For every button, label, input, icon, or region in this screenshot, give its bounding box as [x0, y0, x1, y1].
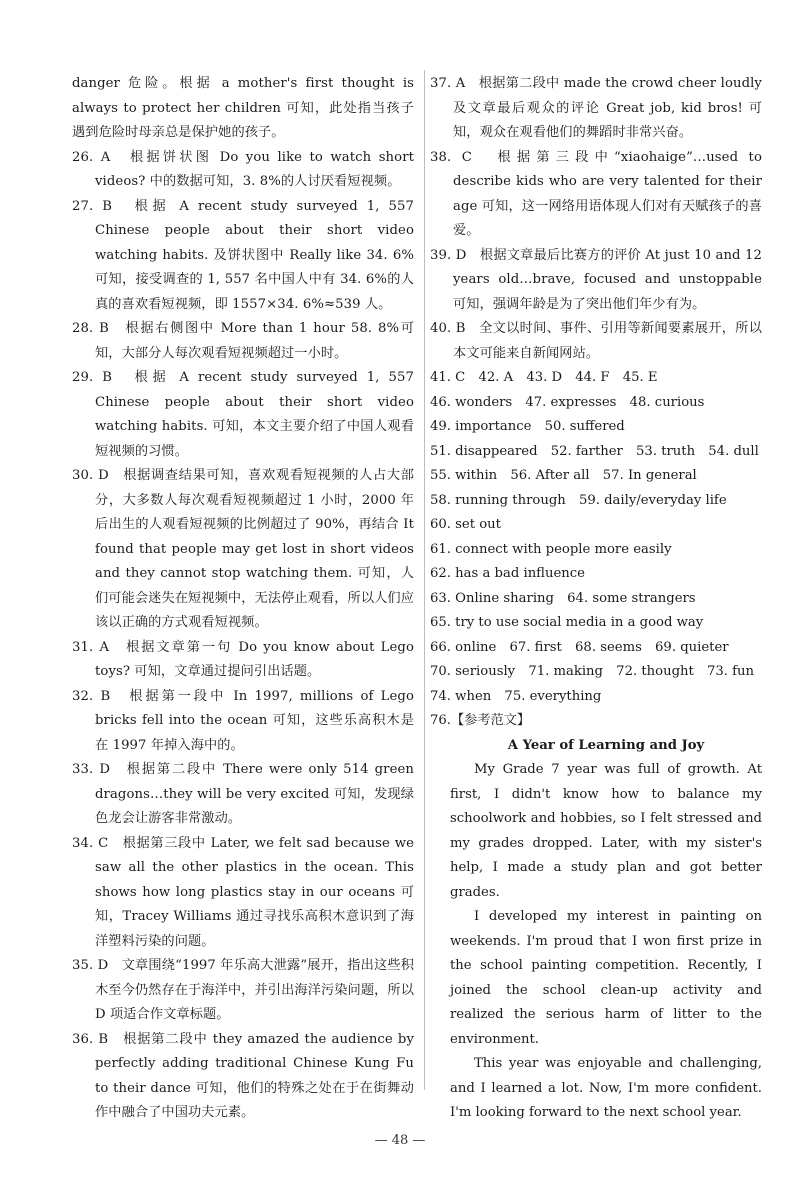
answers-55-57: 55. within 56. After all 57. In general — [430, 468, 697, 483]
answers-66-69: 66. online 67. first 68. seems 69. quieter — [430, 639, 729, 655]
answers-63-64: 63. Online sharing 64. some strangers — [430, 590, 696, 606]
answers-49-50: 49. importance 50. suffered — [430, 419, 625, 434]
answer-65: 65. try to use social media in a good way — [430, 615, 704, 630]
page-number: — 48 — — [374, 1133, 426, 1148]
column-divider — [424, 70, 425, 1090]
answer-40: 40. B 全文以时间、事件、引用等新闻要素展开，所以本文可能来自新闻网站。 — [430, 321, 762, 361]
left-column — [72, 72, 414, 1126]
answer-continuation: danger 危险。根据 a mother's first thought is always to protect her children 可知，此处指当孩子遇到危险时母亲总是保护她的孩子。 — [72, 76, 414, 140]
answer-32: 32. B 根据第一段中 In 1997, millions of Lego bricks fell into the ocean 可知，这些乐高积木是在 1997 年掉入海中的。 — [72, 688, 414, 753]
essay-number: 76. — [430, 713, 451, 728]
essay-paragraph-2: I developed my interest in painting on weekends. I'm proud that I won first prize in the school painting competition. Recently, I joined the school clean-up activity and realized the serious harm of litter to the environment. — [450, 909, 762, 1047]
answers-51-54: 51. disappeared 52. farther 53. truth 54. dull — [430, 443, 759, 459]
answer-60: 60. set out — [430, 517, 501, 532]
answer-38: 38. C 根据第三段中“xiaohaige”…used to describe kids who are very talented for their age 可知，这一网络用语体现人们对有天赋孩子的喜爱。 — [430, 149, 762, 238]
right-column — [430, 72, 762, 1126]
answers-58-59: 58. running through 59. daily/everyday life — [430, 492, 727, 508]
essay-label: 【参考范文】 — [450, 713, 531, 728]
answer-30: 30. D 根据调查结果可知，喜欢观看短视频的人占大部分，大多数人每次观看短视频超过 1 小时，2000 年后出生的人观看短视频的比例超过了 90%，再结合 It found that people may get lost in short videos and they cannot stop watching them. 可知，人们可能会迷失在短视频中，无法停止观看，所以人们应该以正确的方式观看短视频。 — [72, 468, 414, 630]
answers-46-48: 46. wonders 47. expresses 48. curious — [430, 394, 705, 410]
answer-36: 36. B 根据第二段中 they amazed the audience by perfectly adding traditional Chinese Kung Fu to their dance 可知，他们的特殊之处在于在街舞动作中融合了中国功夫元素。 — [72, 1031, 414, 1120]
answers-74-75: 74. when 75. everything — [430, 688, 602, 704]
answer-37: 37. A 根据第二段中 made the crowd cheer loudly 及文章最后观众的评论 Great job, kid bros! 可知，观众在观看他们的舞蹈时非常兴奋。 — [430, 76, 762, 140]
answers-70-73: 70. seriously 71. making 72. thought 73. fun — [430, 664, 755, 679]
answer-33: 33. D 根据第二段中 There were only 514 green dragons…they will be very excited 可知，发现绿色龙会让游客非常激动。 — [72, 762, 414, 826]
answer-29: 29. B 根据 A recent study surveyed 1, 557 Chinese people about their short video watching habits. 可知，本文主要介绍了中国人观看短视频的习惯。 — [72, 370, 414, 459]
answers-41-45: 41. C 42. A 43. D 44. F 45. E — [430, 370, 658, 385]
essay-title: A Year of Learning and Joy — [507, 737, 705, 753]
answer-34: 34. C 根据第三段中 Later, we felt sad because we saw all the other plastics in the ocean. This shows how long plastics stay in our oceans 可知，Tracey Williams 通过寻找乐高积木意识到了海洋塑料污染的问题。 — [72, 835, 414, 949]
answer-62: 62. has a bad influence — [430, 566, 585, 581]
answer-61: 61. connect with people more easily — [430, 541, 672, 557]
essay-heading — [430, 709, 762, 734]
answer-27: 27. B 根据 A recent study surveyed 1, 557 Chinese people about their short video watching habits. 及饼状图中 Really like 34. 6%可知，接受调查的 1, 557 名中国人中有 34. 6%的人真的喜欢看短视频，即 1557×34. 6%≈539 人。 — [72, 198, 414, 312]
essay-paragraph-3: This year was enjoyable and challenging, and I learned a lot. Now, I'm more confident. I'm looking forward to the next school year. — [450, 1056, 762, 1120]
essay-paragraph-1: My Grade 7 year was full of growth. At first, I didn't know how to balance my schoolwork and hobbies, so I felt stressed and my grades dropped. Later, with my sister's help, I made a study plan and got better grades. — [450, 762, 762, 900]
answer-28: 28. B 根据右侧图中 More than 1 hour 58. 8%可知，大部分人每次观看短视频超过一小时。 — [72, 321, 414, 361]
answer-35: 35. D 文章围绕“1997 年乐高大泄露”展开，指出这些积木至今仍然存在于海洋中，并引出海洋污染问题，所以 D 项适合作文章标题。 — [72, 958, 414, 1022]
answer-31: 31. A 根据文章第一句 Do you know about Lego toys? 可知，文章通过提问引出话题。 — [72, 639, 414, 679]
answer-39: 39. D 根据文章最后比赛方的评价 At just 10 and 12 years old…brave, focused and unstoppable 可知，强调年龄是为了突出他们年少有为。 — [430, 247, 762, 312]
answer-26: 26. A 根据饼状图 Do you like to watch short videos? 中的数据可知，3. 8%的人讨厌看短视频。 — [72, 149, 414, 189]
